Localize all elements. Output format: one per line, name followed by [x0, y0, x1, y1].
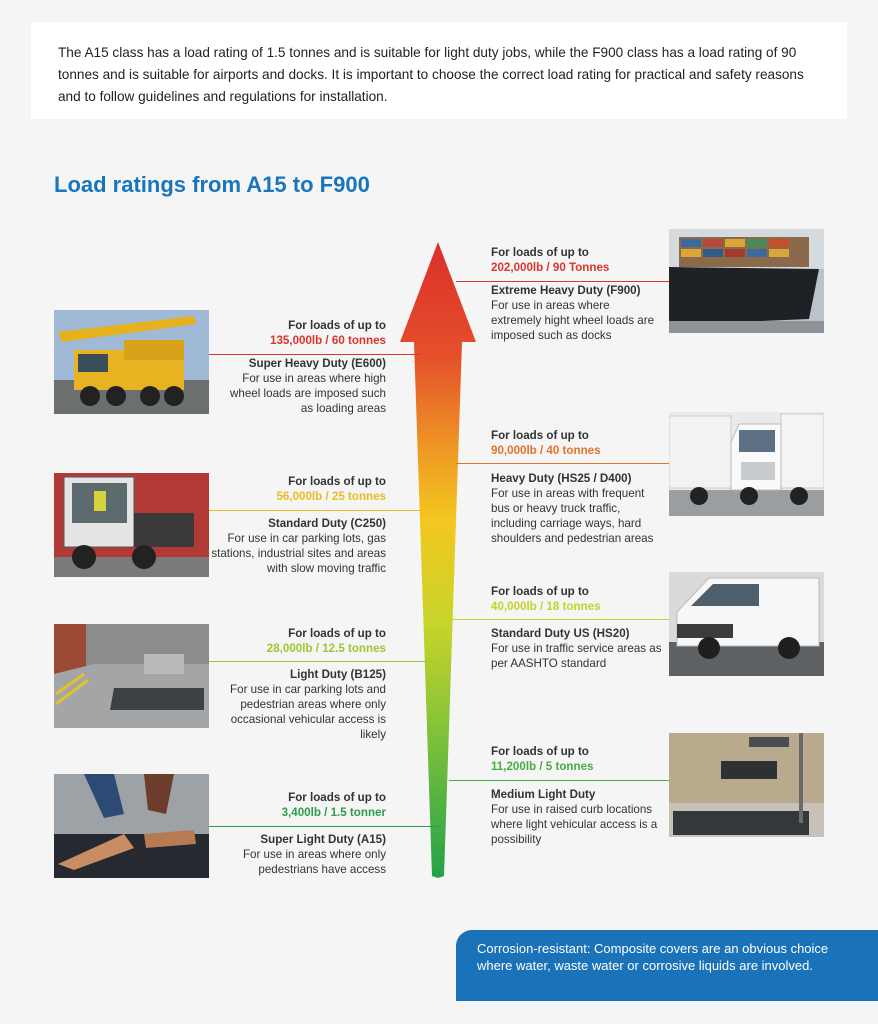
d400-title: Heavy Duty (HS25 / D400)	[491, 472, 632, 485]
semi-truck-photo	[669, 412, 824, 516]
d400-desc: For use in areas with frequent bus or heavy truck traffic, including carriage ways, hard shoulders and pedestrian areas	[491, 487, 654, 545]
m5-value: 11,200lb / 5 tonnes	[491, 760, 594, 773]
d400-value: 90,000lb / 40 tonnes	[491, 444, 601, 457]
mobile-crane-photo	[54, 310, 209, 414]
white-van-photo	[669, 572, 824, 676]
f900-label: For loads of up to	[491, 246, 589, 259]
hs20-desc: For use in traffic service areas as per AASHTO standard	[491, 642, 662, 670]
paved-covers-photo	[669, 733, 824, 837]
e600-label: For loads of up to	[288, 319, 386, 332]
a15-rating	[215, 790, 386, 877]
c250-label: For loads of up to	[288, 475, 386, 488]
callout-text: Corrosion-resistant: Composite covers are an obvious choice where water, waste water or corrosive liquids are involved.	[477, 941, 829, 973]
d400-rating	[491, 428, 666, 546]
page-title: Load ratings from A15 to F900	[54, 172, 370, 197]
f900-rating	[491, 245, 661, 343]
c250-desc: For use in car parking lots, gas stations, industrial sites and areas with slow moving traffic	[211, 532, 386, 575]
m5-title: Medium Light Duty	[491, 788, 596, 801]
e600-desc: For use in areas where high wheel loads are imposed such as loading areas	[230, 372, 386, 415]
hs20-value: 40,000lb / 18 tonnes	[491, 600, 601, 613]
f900-desc: For use in areas where extremely hight wheel loads are imposed such as docks	[491, 299, 655, 342]
b125-label: For loads of up to	[288, 627, 386, 640]
manhole-cover-photo	[54, 624, 209, 728]
e600-title: Super Heavy Duty (E600)	[248, 357, 386, 370]
intro-panel	[31, 22, 847, 119]
a15-desc: For use in areas where only pedestrians have access	[242, 848, 386, 876]
container-ship-photo	[669, 229, 824, 333]
f900-value: 202,000lb / 90 Tonnes	[491, 261, 610, 274]
a15-label: For loads of up to	[288, 791, 386, 804]
a15-value: 3,400lb / 1.5 tonner	[281, 806, 386, 819]
d400-label: For loads of up to	[491, 429, 589, 442]
hs20-title: Standard Duty US (HS20)	[491, 627, 630, 640]
m5-label: For loads of up to	[491, 745, 589, 758]
b125-title: Light Duty (B125)	[290, 668, 386, 681]
m5-rating	[491, 744, 666, 847]
b125-value: 28,000lb / 12.5 tonnes	[266, 642, 386, 655]
hs20-label: For loads of up to	[491, 585, 589, 598]
b125-desc: For use in car parking lots and pedestrian areas where only occasional vehicular access is likely	[230, 683, 386, 741]
intro-text: The A15 class has a load rating of 1.5 tonnes and is suitable for light duty jobs, while the F900 class has a load rating of 90 tonnes and is suitable for airports and docks. It is important to choose the correct load rating for practical and safety reasons and to follow guidelines and regulations for installation.	[58, 45, 804, 104]
f900-title: Extreme Heavy Duty (F900)	[491, 284, 641, 297]
e600-rating	[215, 318, 386, 416]
hs20-rating	[491, 584, 666, 671]
a15-title: Super Light Duty (A15)	[260, 833, 386, 846]
pedestrians-photo	[54, 774, 209, 878]
c250-value: 56,000lb / 25 tonnes	[276, 490, 386, 503]
b125-rating	[215, 626, 386, 742]
forklift-photo	[54, 473, 209, 577]
c250-rating	[206, 474, 386, 576]
corrosion-callout	[456, 930, 878, 1001]
load-gradient-arrow	[398, 238, 478, 880]
m5-desc: For use in raised curb locations where light vehicular access is a possibility	[491, 803, 658, 846]
c250-title: Standard Duty (C250)	[268, 517, 386, 530]
e600-value: 135,000lb / 60 tonnes	[270, 334, 386, 347]
